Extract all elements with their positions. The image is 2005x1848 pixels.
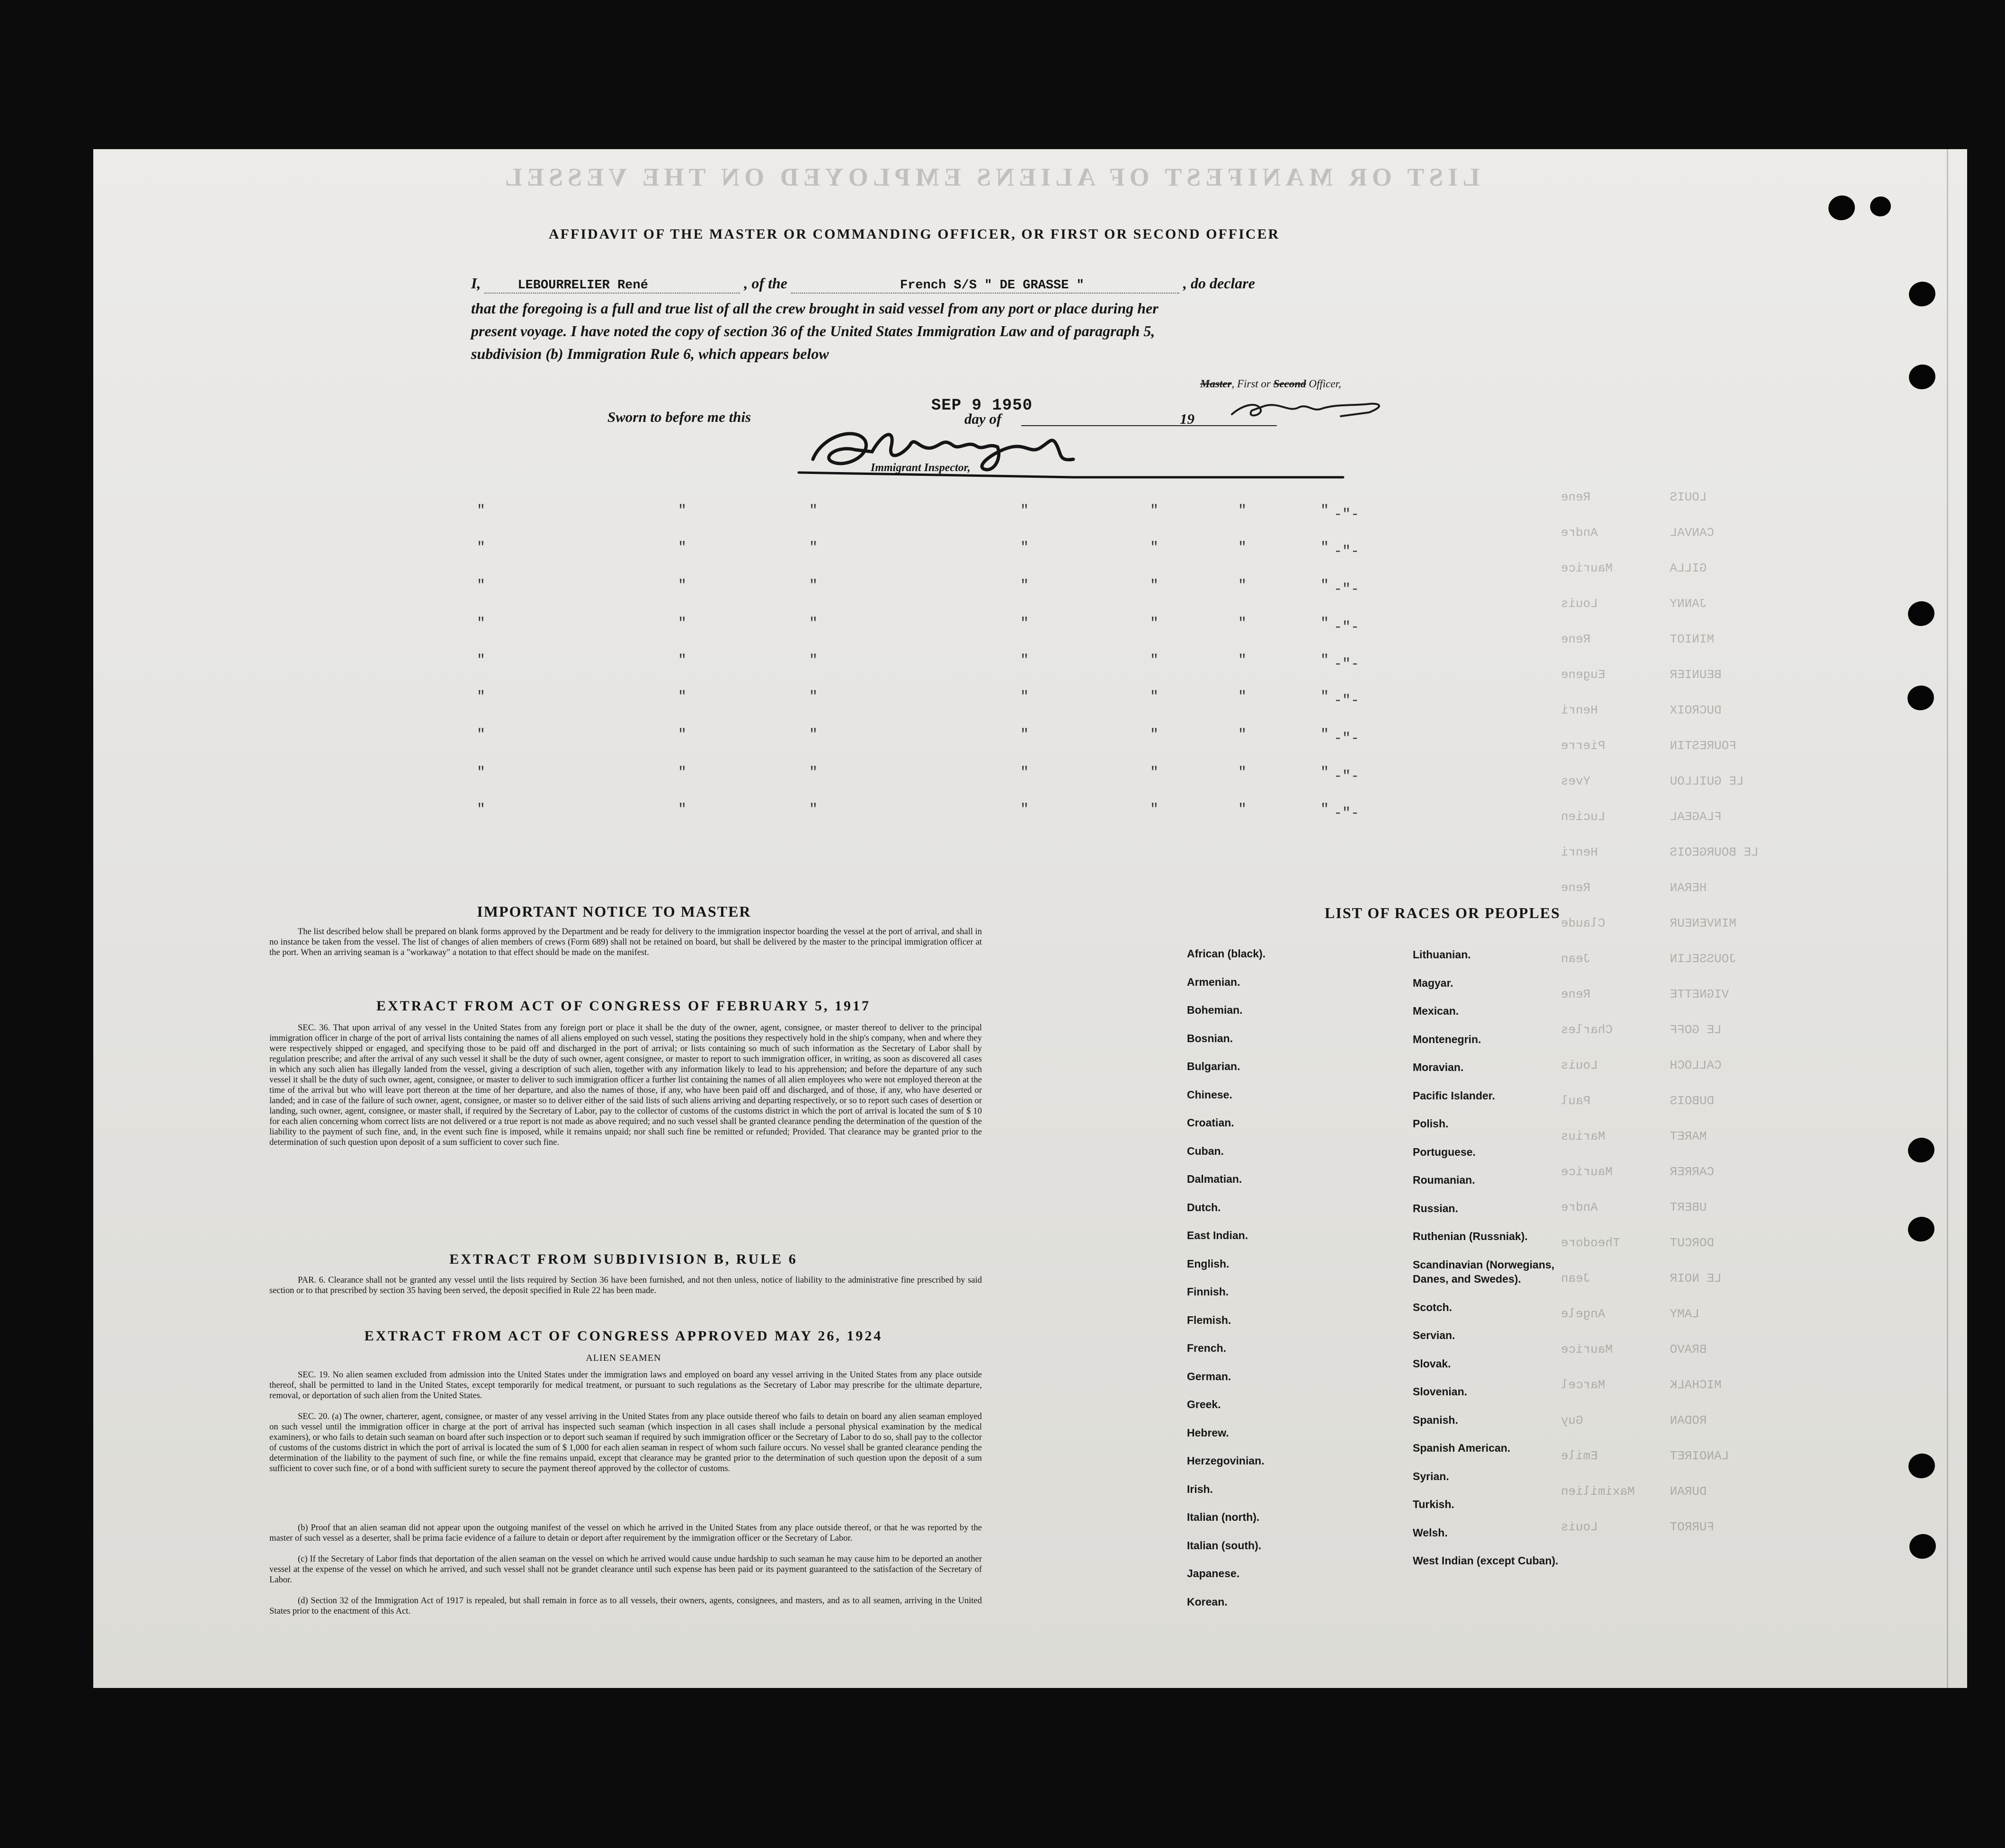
bleed-through-surname: UBERT: [1670, 1200, 1707, 1214]
bleed-through-first-name: Maurice: [1561, 1342, 1613, 1357]
bleed-through-surname: FURROT: [1670, 1520, 1714, 1534]
ditto-mark: ": [809, 652, 818, 669]
punch-hole: [1906, 1135, 1937, 1165]
ditto-mark: ": [1150, 765, 1159, 781]
bleed-through-surname: MINVENEUR: [1670, 916, 1737, 930]
ditto-mark: ": [477, 802, 486, 818]
ditto-mark: ": [477, 503, 486, 519]
bleed-through-first-name: Henri: [1561, 703, 1598, 717]
year-prefix: 19: [1180, 411, 1194, 427]
ditto-mark: ": [1320, 616, 1329, 632]
ditto-mark: ": [1020, 616, 1029, 632]
race-item: Japanese.: [1187, 1567, 1240, 1580]
bleed-through-surname: DUCROIX: [1670, 703, 1722, 717]
dash-ditto-mark: -"-: [1334, 544, 1360, 560]
bleed-through-title: LIST OR MANIFEST OF ALIENS EMPLOYED ON THE VESSEL: [500, 163, 1480, 191]
ditto-mark: ": [1020, 503, 1029, 519]
race-item: German.: [1187, 1370, 1231, 1383]
race-item: Croatian.: [1187, 1116, 1234, 1129]
bleed-through-surname: LE GOFF: [1670, 1023, 1722, 1037]
ditto-mark: ": [678, 765, 687, 781]
race-item: Hebrew.: [1187, 1426, 1229, 1439]
extract-rule6-text: PAR. 6. Clearance shall not be granted any vessel until the lists required by Section 36 have been furnished, and not then unless, notice of liability to the administrative fine prescribed by said section or to that prescribed by section 35 having been served, the deposit specified in Rule 22 has been made.: [269, 1276, 982, 1295]
declaration-line-4: subdivision (b) Immigration Rule 6, which appears below: [471, 345, 829, 362]
punch-hole: [1907, 279, 1938, 309]
extract-1924-sec20d: (d) Section 32 of the Immigration Act of 1917 is repealed, but shall remain in force as to all vessels, their owners, agents, consignees, and masters, and as to all seamen, arriving in the United States prior to the enactment of this Act.: [269, 1596, 982, 1616]
race-item: Montenegrin.: [1413, 1033, 1481, 1045]
bleed-through-surname: LAMY: [1670, 1307, 1700, 1321]
inspector-caption: Immigrant Inspector,: [871, 462, 971, 474]
ditto-mark: ": [678, 652, 687, 669]
ditto-mark: ": [678, 503, 687, 519]
bleed-through-surname: CARRER: [1670, 1165, 1714, 1179]
ditto-mark: ": [1238, 802, 1247, 818]
bleed-through-surname: FLAGEAL: [1670, 810, 1722, 824]
ditto-mark: ": [678, 540, 687, 556]
bleed-through-first-name: Claude: [1561, 916, 1605, 930]
race-item: English.: [1187, 1257, 1230, 1270]
ditto-mark: ": [809, 802, 818, 818]
race-item: Portuguese.: [1413, 1145, 1476, 1158]
ditto-mark: ": [1320, 727, 1329, 743]
race-item: Russian.: [1413, 1202, 1458, 1214]
ditto-mark: ": [678, 689, 687, 705]
bleed-through-surname: JANNY: [1670, 597, 1707, 611]
bleed-through-first-name: Maurice: [1561, 561, 1613, 575]
race-item: Mexican.: [1413, 1005, 1459, 1017]
bleed-through-first-name: Lucien: [1561, 810, 1605, 824]
ditto-mark: ": [1320, 503, 1329, 519]
ditto-mark: ": [678, 727, 687, 743]
ditto-mark: ": [678, 578, 687, 594]
bleed-through-first-name: Maximilien: [1561, 1484, 1635, 1499]
bleed-through-first-name: Andre: [1561, 1200, 1598, 1214]
race-item: Finnish.: [1187, 1286, 1229, 1298]
race-item: Dutch.: [1187, 1201, 1221, 1214]
bleed-through-surname: HERAN: [1670, 881, 1707, 895]
race-item: Polish.: [1413, 1117, 1449, 1130]
bleed-through-first-name: Theodore: [1561, 1236, 1620, 1250]
race-item: Moravian.: [1413, 1061, 1464, 1073]
dash-ditto-mark: -"-: [1334, 768, 1360, 785]
bleed-through-surname: DUBOIS: [1670, 1094, 1714, 1108]
race-item: Servian.: [1413, 1329, 1455, 1341]
ditto-mark: ": [1150, 578, 1159, 594]
race-item: Cuban.: [1187, 1144, 1224, 1157]
ditto-mark: ": [1238, 765, 1247, 781]
bleed-through-first-name: Marius: [1561, 1129, 1605, 1143]
ditto-mark: ": [1020, 540, 1029, 556]
ditto-mark: ": [1150, 503, 1159, 519]
race-item: Pacific Islander.: [1413, 1089, 1495, 1102]
ditto-mark: ": [1238, 689, 1247, 705]
punch-hole: [1905, 683, 1936, 713]
race-item: Slovenian.: [1413, 1385, 1468, 1398]
dash-ditto-mark: -"-: [1334, 619, 1360, 635]
race-item: Scandinavian (Norwegians, Danes, and Swedes).: [1413, 1258, 1555, 1285]
dash-ditto-mark: -"-: [1334, 656, 1360, 672]
ditto-mark: ": [1320, 578, 1329, 594]
ditto-mark: ": [1238, 652, 1247, 669]
race-item: East Indian.: [1187, 1229, 1248, 1241]
ditto-mark: ": [1020, 652, 1029, 669]
race-item: Bohemian.: [1187, 1004, 1243, 1016]
ditto-mark: ": [1320, 689, 1329, 705]
extract-1924-sec20a: SEC. 20. (a) The owner, charterer, agent, consignee, or master of any vessel arriving in the United States from any place outside thereof who fails to detain on board any alien seaman employed on such vessel until the immigration officer in charge at the port of arrival has inspected such seaman (which inspection in all cases shall include a personal physical examination by the medical examiners), or who fails to detain such seaman on board after such inspection or to deport such seaman if required by such immigration officer or the Secretary of Labor to do so, shall pay to the collector of customs of the customs district in which the port of arrival is located the sum of $ 1,000 for each alien seaman in respect of whom such failure occurs. No vessel shall be granted clearance pending the determination of the liability to the payment of such fine, or while the fine remains unpaid, except that clearance may be granted prior to the determination of such question upon the deposit of a sum sufficient to cover such fine, or of a bond with sufficient surety to secure the payment thereof approved by the collector of customs.: [269, 1412, 982, 1473]
bleed-through-surname: LOUIS: [1670, 490, 1707, 504]
ditto-mark: ": [477, 616, 486, 632]
race-item: Spanish.: [1413, 1413, 1458, 1426]
bleed-through-first-name: Henri: [1561, 845, 1598, 859]
ditto-mark: ": [477, 578, 486, 594]
ditto-mark: ": [1150, 727, 1159, 743]
race-item: Dalmatian.: [1187, 1173, 1242, 1185]
extract-1924-sec20c: (c) If the Secretary of Labor finds that deportation of the alien seaman on the vessel on which he arrived would cause undue hardship to such seaman he may cause him to be deported an another vessel at the expense of the vessel on which he arrived, and such vessel shall not be grandet clearance until such expense has been paid or its payment guaranteed to the satisfaction of the Secretary of Labor.: [269, 1554, 982, 1585]
bleed-through-surname: DURAN: [1670, 1484, 1707, 1499]
punch-hole: [1907, 1532, 1938, 1562]
bleed-through-first-name: Louis: [1561, 1520, 1598, 1534]
ditto-mark: ": [678, 616, 687, 632]
ditto-mark: ": [477, 765, 486, 781]
bleed-through-surname: LE GUILLOU: [1670, 774, 1744, 788]
ditto-mark: ": [1150, 802, 1159, 818]
bleed-through-first-name: Emile: [1561, 1449, 1598, 1463]
bleed-through-first-name: Yves: [1561, 774, 1591, 788]
ditto-mark: ": [1020, 578, 1029, 594]
extract-1924-sec20b: (b) Proof that an alien seaman did not appear upon the outgoing manifest of the vessel on which he arrived in the United States from any place outside thereof, or that he was reported by the master of such vessel as a deserter, shall be prima facie evidence of a failure to detain or deport after requirement by the immigration officer or the Secretary of Labor.: [269, 1523, 982, 1543]
bleed-through-first-name: Charles: [1561, 1023, 1613, 1037]
ditto-mark: ": [1238, 578, 1247, 594]
ditto-mark: ": [1150, 540, 1159, 556]
dash-ditto-mark: -"-: [1334, 507, 1360, 523]
ditto-mark: ": [1320, 540, 1329, 556]
race-item: Slovak.: [1413, 1357, 1451, 1370]
ditto-mark: ": [1238, 616, 1247, 632]
declaration-line-2: that the foregoing is a full and true list of all the crew brought in said vessel from any port or place during her: [471, 300, 1158, 317]
bleed-through-first-name: Rene: [1561, 987, 1591, 1001]
extract-1924-heading: EXTRACT FROM ACT OF CONGRESS APPROVED MAY 26, 1924: [364, 1328, 883, 1344]
bleed-through-first-name: Louis: [1561, 1058, 1598, 1072]
bleed-through-surname: BEUNIER: [1670, 668, 1722, 682]
ditto-mark: ": [477, 727, 486, 743]
punch-hole: [1906, 599, 1937, 629]
extract-rule6-heading: EXTRACT FROM SUBDIVISION B, RULE 6: [449, 1251, 798, 1267]
dash-ditto-mark: -"-: [1334, 731, 1360, 747]
ditto-mark: ": [1150, 616, 1159, 632]
ditto-mark: ": [678, 802, 687, 818]
race-item: Bosnian.: [1187, 1032, 1233, 1045]
bleed-through-surname: CALLOCH: [1670, 1058, 1722, 1072]
bleed-through-surname: GILLA: [1670, 561, 1707, 575]
officer-name: LEBOURRELIER René: [517, 278, 648, 293]
affidavit-title: AFFIDAVIT OF THE MASTER OR COMMANDING OFFICER, OR FIRST OR SECOND OFFICER: [549, 226, 1280, 242]
alien-seamen-subheading: ALIEN SEAMEN: [586, 1353, 661, 1363]
day-of-label: day of: [964, 411, 1002, 427]
bleed-through-surname: MARET: [1670, 1129, 1707, 1143]
ditto-mark: ": [809, 540, 818, 556]
bleed-through-first-name: Pierre: [1561, 739, 1605, 753]
bleed-through-first-name: Jean: [1561, 952, 1591, 966]
bleed-through-surname: MINIOT: [1670, 632, 1714, 646]
dash-ditto-mark: -"-: [1334, 581, 1360, 598]
race-item: Magyar.: [1413, 976, 1453, 989]
race-item: Flemish.: [1187, 1313, 1231, 1326]
race-item: Herzegovinian.: [1187, 1455, 1265, 1467]
officer-caption: Master, First or Second Officer,: [1200, 378, 1341, 390]
race-item: Chinese.: [1187, 1088, 1232, 1101]
ditto-mark: ": [809, 578, 818, 594]
declaration-line-1: I, LEBOURRELIER René , of the French S/S " DE GRASSE " , do declare: [471, 275, 1255, 293]
declaration-line-3: present voyage. I have noted the copy of section 36 of the United States Immigration Law and of paragraph 5,: [471, 322, 1155, 339]
extract-1917-text: SEC. 36. That upon arrival of any vessel in the United States from any foreign port or place it shall be the duty of the owner, agent, consignee, or master thereof to deliver to the principal immigration officer in charge of the port of arrival lists containing the names of all aliens employed on such vessel, stating the positions they respectively hold in the ship's company, when and where they were respectively shipped or engaged, and specifying those to be paid off and discharged in the port of arrival; or lists containing so much of such information as the Secretary of Labor shall by regulation prescribe; and after the arrival of any such vessel it shall be the duty of such owner, agent consignee, or master to report to such immigration officer, in writing, as soon as discovered all cases in which any such alien has illegally landed from the vessel, giving a description of such alien, together with any information likely to lead to his apprehension; and before the departure of any such vessel it shall be the duty of such owner, agent, consignee, or master to deliver to such immigration officer a further list containing the names of all alien employees who were not employed thereon at the time of the arrival but who will leave port thereon at the time of her departure, and also the names of those, if any, who have been paid off and discharged, and of those, if any, who have deserted or landed; and in case of the failure of such owner, agent, consignee, or master so to deliver either of the said lists of such aliens arriving and departing respectively, or so to report such cases of desertion or landing, such owner, agent, consignee, or master shall, if required by the Secretary of Labor, pay to the collector of customs of the customs district in which the port of arrival is located the sum of $ 10 for each alien concerning whom correct lists are not delivered or a true report is not made as above required; and no such vessel shall be granted clearance pending the determination of the question of the liability to the payment of such fine, and, in the event such fine is imposed, while it remains unpaid; nor shall such fine be remitted or refunded; Provided. That clearance may be granted prior to the determination of such question upon deposit of a sum sufficient to cover such fine.: [269, 1023, 982, 1147]
ditto-mark: ": [809, 727, 818, 743]
punch-hole: [1906, 1451, 1937, 1481]
vessel-name: French S/S " DE GRASSE ": [900, 278, 1084, 293]
page-fold-line: [1947, 149, 1948, 1688]
race-item: Bulgarian.: [1187, 1060, 1240, 1072]
race-item: African (black).: [1187, 947, 1266, 960]
bleed-through-surname: LE NOIR: [1670, 1271, 1722, 1286]
races-heading: LIST OF RACES OR PEOPLES: [1325, 904, 1560, 921]
sworn-statement: Sworn to before me this: [607, 409, 751, 425]
race-item: West Indian (except Cuban).: [1413, 1554, 1559, 1567]
ditto-mark: ": [1150, 689, 1159, 705]
ditto-mark: ": [1150, 652, 1159, 669]
race-item: Italian (south).: [1187, 1539, 1262, 1552]
bleed-through-surname: FOURESTIN: [1670, 739, 1737, 753]
race-item: Italian (north).: [1187, 1511, 1260, 1523]
ditto-mark: ": [1320, 652, 1329, 669]
race-item: Welsh.: [1413, 1526, 1448, 1539]
bleed-through-first-name: Guy: [1561, 1413, 1583, 1428]
ditto-mark: ": [477, 689, 486, 705]
race-item: Syrian.: [1413, 1470, 1449, 1482]
bleed-through-first-name: Rene: [1561, 881, 1591, 895]
bleed-through-surname: DORCUT: [1670, 1236, 1714, 1250]
inspector-signature: [794, 417, 1353, 488]
race-item: Lithuanian.: [1413, 948, 1471, 961]
ditto-mark: ": [1238, 727, 1247, 743]
extract-1924-sec19: SEC. 19. No alien seamen excluded from admission into the United States under the immigration laws and employed on board any vessel arriving in the United States from any place outside thereof, shall be permitted to land in the United States, except temporarily for medical treatment, or pursuant to such regulations as the Secretary of Labor may prescribe for the ultimate departure, removal, or deportation of such alien from the United States.: [269, 1370, 982, 1401]
ditto-mark: ": [1020, 689, 1029, 705]
bleed-through-surname: JOUSSELIN: [1670, 952, 1737, 966]
bleed-through-surname: VIGNETTE: [1670, 987, 1729, 1001]
ditto-mark: ": [809, 503, 818, 519]
race-item: Korean.: [1187, 1595, 1228, 1608]
race-item: Spanish American.: [1413, 1442, 1511, 1454]
race-item: Scotch.: [1413, 1301, 1453, 1313]
bleed-through-first-name: Paul: [1561, 1094, 1591, 1108]
race-item: Armenian.: [1187, 975, 1240, 988]
dash-ditto-mark: -"-: [1334, 693, 1360, 709]
bleed-through-first-name: Rene: [1561, 490, 1591, 504]
bleed-through-surname: MICHALK: [1670, 1378, 1722, 1392]
bleed-through-first-name: Andre: [1561, 526, 1598, 540]
ditto-mark: ": [809, 616, 818, 632]
bleed-through-first-name: Rene: [1561, 632, 1591, 646]
notice-heading: IMPORTANT NOTICE TO MASTER: [477, 903, 751, 920]
race-item: Greek.: [1187, 1398, 1221, 1411]
race-item: Roumanian.: [1413, 1174, 1475, 1186]
race-item: French.: [1187, 1342, 1227, 1354]
date-stamp: SEP 9 1950: [931, 397, 1033, 415]
extract-1917-heading: EXTRACT FROM ACT OF CONGRESS OF FEBRUARY 5, 1917: [376, 998, 871, 1014]
ditto-mark: ": [1020, 727, 1029, 743]
bleed-through-first-name: Angele: [1561, 1307, 1605, 1321]
ditto-mark: ": [477, 540, 486, 556]
punch-hole: [1868, 195, 1893, 218]
bleed-through-surname: RODAN: [1670, 1413, 1707, 1428]
ditto-mark: ": [1320, 802, 1329, 818]
punch-hole: [1826, 193, 1857, 223]
ditto-mark: ": [1320, 765, 1329, 781]
bleed-through-surname: CANVAL: [1670, 526, 1714, 540]
ditto-mark: ": [477, 652, 486, 669]
ditto-mark: ": [1238, 503, 1247, 519]
manifest-back-page: [93, 149, 1967, 1688]
race-item: Ruthenian (Russniak).: [1413, 1230, 1528, 1242]
bleed-through-surname: LE BOURGEOIS: [1670, 845, 1759, 859]
ditto-mark: ": [1020, 765, 1029, 781]
bleed-through-first-name: Eugene: [1561, 668, 1605, 682]
race-item: Turkish.: [1413, 1498, 1454, 1510]
ditto-mark: ": [1020, 802, 1029, 818]
race-item: Irish.: [1187, 1482, 1213, 1495]
dash-ditto-mark: -"-: [1334, 805, 1360, 821]
bleed-through-surname: LANOIRET: [1670, 1449, 1729, 1463]
notice-text: The list described below shall be prepared on blank forms approved by the Department and be ready for delivery to the immigration inspector boarding the vessel at the port of arrival, and shall in no instance be taken from the vessel. The list of changes of alien members of crews (Form 689) shall not be retained on board, but shall be delivered by the master to the principal immigration officer at the port. When an arriving seaman is a "workaway" a notation to that effect should be made on the manifest.: [269, 927, 982, 957]
bleed-through-first-name: Maurice: [1561, 1165, 1613, 1179]
ditto-mark: ": [1238, 540, 1247, 556]
ditto-mark: ": [809, 689, 818, 705]
bleed-through-first-name: Louis: [1561, 597, 1598, 611]
bleed-through-first-name: Marcel: [1561, 1378, 1605, 1392]
ditto-mark: ": [809, 765, 818, 781]
bleed-through-first-name: Jean: [1561, 1271, 1591, 1286]
bleed-through-surname: BRAVO: [1670, 1342, 1707, 1357]
punch-hole: [1906, 1214, 1937, 1244]
punch-hole: [1907, 362, 1938, 392]
